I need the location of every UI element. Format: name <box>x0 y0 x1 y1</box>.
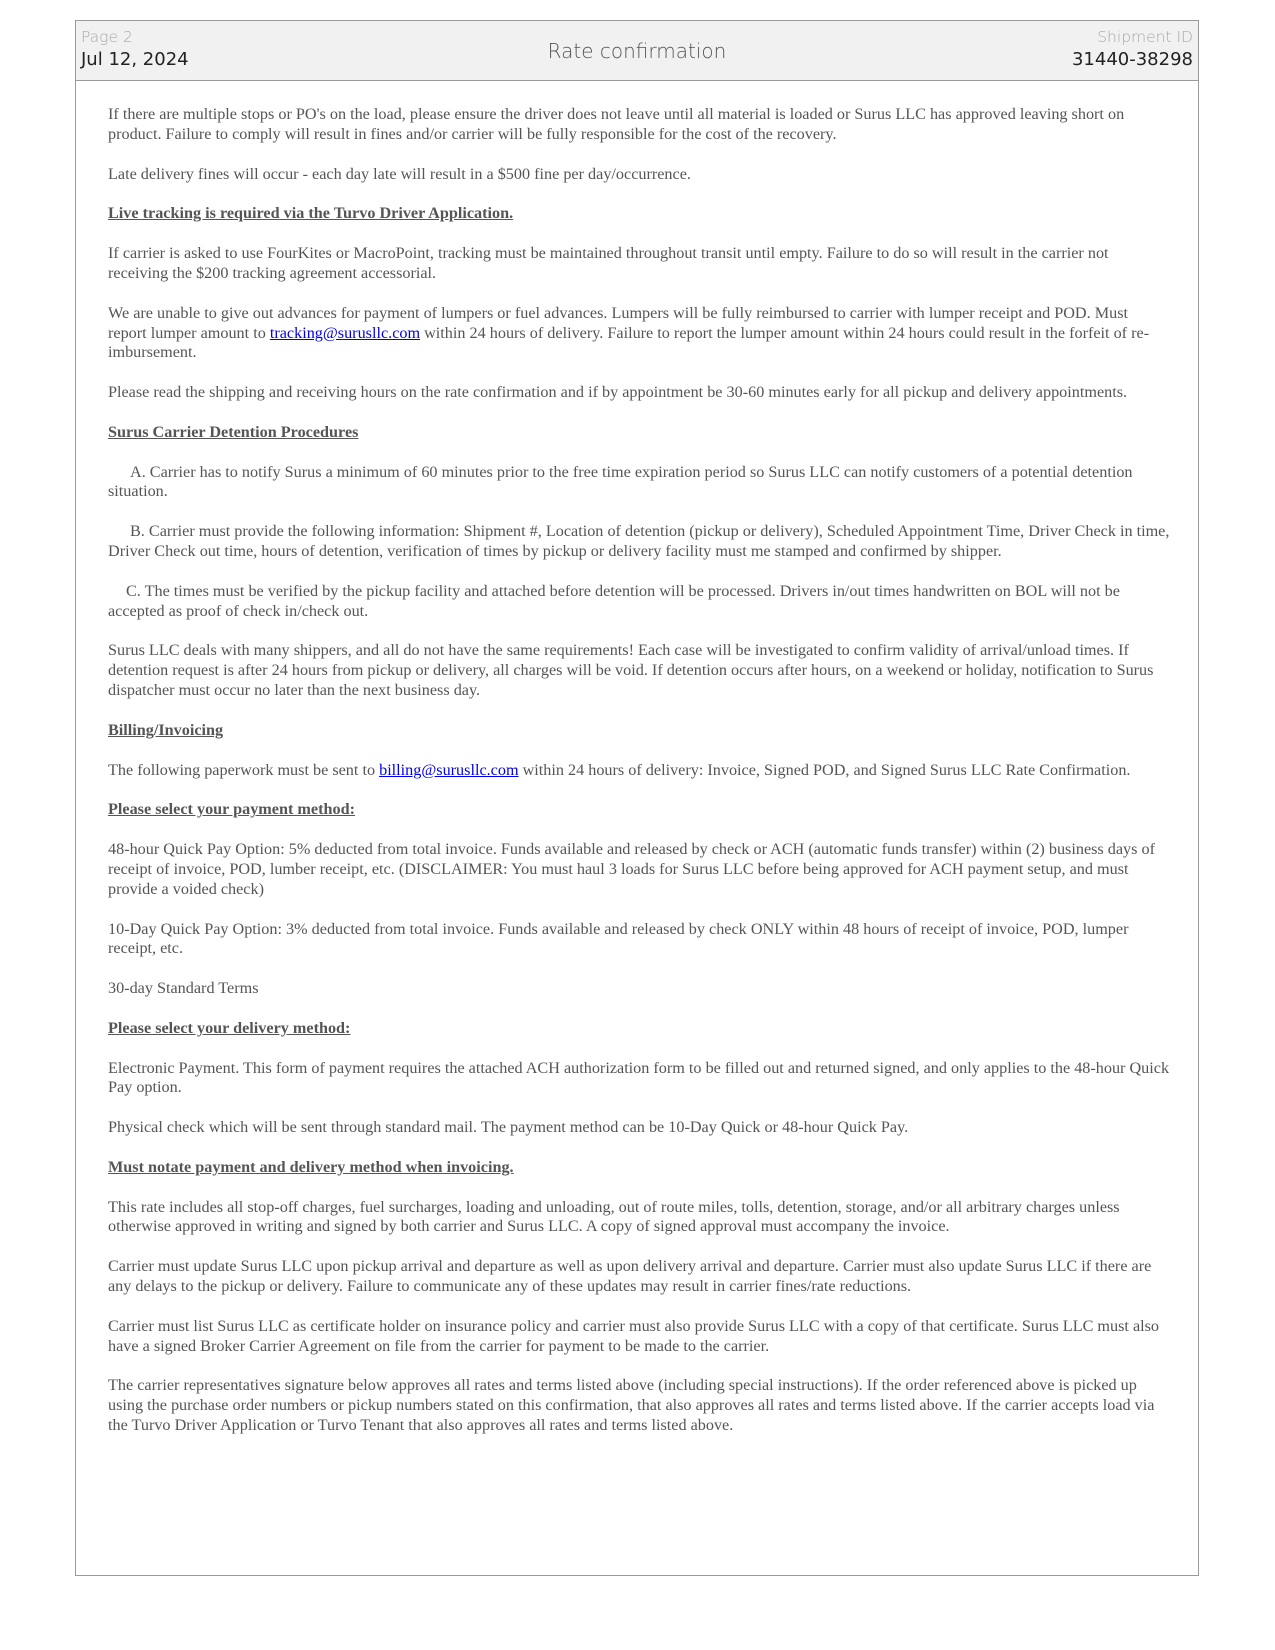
paragraph-carrier-updates: Carrier must update Surus LLC upon pickup arrival and departure as well as upon delivery arrival and departure. Carrier must also update Surus LLC if there are any delays to the pickup or delivery. Failure to communicate any of these updates may result in carrier fines/rate reductions. <box>108 1257 1152 1296</box>
paragraph-multiple-stops: If there are multiple stops or PO's on the load, please ensure the driver does not leave until all material is loaded or Surus LLC has approved leaving short on product. Failure to comply will result in fines and/or carrier will be fully responsible for the cost of the recovery. <box>108 105 1125 143</box>
detention-item-b: B. Carrier must provide the following information: Shipment #, Location of detention (pickup or delivery), Scheduled Appointment Time, Driver Check in time, Driver Check out time, hours of detention, verification of times by pickup or delivery facility must me stamped and confirmed by shipper. <box>108 522 1170 561</box>
paperwork-text-b: within 24 hours of delivery: Invoice, Signed POD, and Signed Surus LLC Rate Confirmation. <box>518 760 1131 779</box>
paragraph-tracking: If carrier is asked to use FourKites or MacroPoint, tracking must be maintained throughout transit until empty. Failure to do so will result in the carrier not receiving the $200 tracking agreement accessorial. <box>108 244 1109 282</box>
shipment-id-label: Shipment ID <box>1097 28 1193 46</box>
paragraph-10-day-quick-pay: 10-Day Quick Pay Option: 3% deducted from total invoice. Funds available and released by check ONLY within 48 hours of receipt of invoice, POD, lumper receipt, etc. <box>108 919 1129 958</box>
paragraph-shippers: Surus LLC deals with many shippers, and all do not have the same requirements! Each case will be investigated to confirm validity of arrival/unload times. If detention request is after 24 hours from pickup or delivery, all charges will be void. If detention occurs after hours, on a weekend or holiday, notification to Surus dispatcher must occur no later than the next business day. <box>108 641 1154 700</box>
paragraph-lumpers <box>108 304 1170 364</box>
heading-payment-method: Please select your payment method: <box>108 800 355 819</box>
paragraph-appointments: Please read the shipping and receiving hours on the rate confirmation and if by appointment be 30-60 minutes early for all pickup and delivery appointments. <box>108 383 1128 402</box>
paragraph-30-day-terms: 30-day Standard Terms <box>108 979 259 998</box>
shipment-id: 31440-38298 <box>1071 49 1193 70</box>
billing-email-link[interactable]: billing@surusllc.com <box>379 760 519 779</box>
heading-notate: Must notate payment and delivery method when invoicing. <box>108 1157 514 1176</box>
heading-billing: Billing/Invoicing <box>108 720 224 739</box>
header-right <box>1072 27 1193 73</box>
detention-item-a: A. Carrier has to notify Surus a minimum of 60 minutes prior to the free time expiration period so Surus LLC can notify customers of a potential detention situation. <box>108 462 1133 501</box>
tracking-email-link[interactable]: tracking@surusllc.com <box>269 323 421 342</box>
paperwork-text-a: The following paperwork must be sent to <box>108 760 380 779</box>
heading-delivery-method: Please select your delivery method: <box>108 1018 351 1037</box>
document-body <box>108 105 1170 1456</box>
document-date: Jul 12, 2024 <box>81 49 189 70</box>
page-title: Rate confirmation <box>547 39 727 63</box>
heading-live-tracking: Live tracking is required via the Turvo Driver Application. <box>108 204 514 223</box>
page-header <box>76 21 1198 81</box>
lumpers-text-b: within 24 hours of delivery. Failure to report the lumper amount within 24 hours could result in the forfeit of re-imbursement. <box>108 323 1150 362</box>
paragraph-signature-approval: The carrier representatives signature below approves all rates and terms listed above (including special instructions). If the order referenced above is picked up using the purchase order numbers or pickup numbers stated on this confirmation, that also approves all rates and terms listed above. If the carrier accepts load via the Turvo Driver Application or Turvo Tenant that also approves all rates and terms listed above. <box>108 1376 1155 1435</box>
document-page <box>75 20 1199 1576</box>
heading-detention-procedures: Surus Carrier Detention Procedures <box>108 422 359 441</box>
paragraph-rate-includes: This rate includes all stop-off charges, fuel surcharges, loading and unloading, out of route miles, tolls, detention, storage, and/or all arbitrary charges unless otherwise approved in writing and signed by both carrier and Surus LLC. A copy of signed approval must accompany the invoice. <box>108 1197 1120 1236</box>
paragraph-paperwork <box>108 761 1170 781</box>
paragraph-insurance: Carrier must list Surus LLC as certificate holder on insurance policy and carrier must also provide Surus LLC with a copy of that certificate. Surus LLC must also have a signed Broker Carrier Agreement on file from the carrier for payment to be made to the carrier. <box>108 1316 1160 1355</box>
detention-item-c: C. The times must be verified by the pickup facility and attached before detention will be processed. Drivers in/out times handwritten on BOL will not be accepted as proof of check in/check out. <box>108 581 1120 620</box>
lumpers-text-a: We are unable to give out advances for payment of lumpers or fuel advances. Lumpers will be fully reimbursed to carrier with lumper receipt and POD. Must report lumper amount to <box>108 303 1128 342</box>
paragraph-electronic-payment: Electronic Payment. This form of payment requires the attached ACH authorization form to be filled out and returned signed, and only applies to the 48-hour Quick Pay option. <box>108 1058 1170 1097</box>
page-number: Page 2 <box>81 28 133 46</box>
paragraph-late-delivery: Late delivery fines will occur - each day late will result in a $500 fine per day/occurrence. <box>108 164 691 183</box>
paragraph-physical-check: Physical check which will be sent through standard mail. The payment method can be 10-Day Quick or 48-hour Quick Pay. <box>108 1118 909 1137</box>
paragraph-48-hour-quick-pay: 48-hour Quick Pay Option: 5% deducted from total invoice. Funds available and released by check or ACH (automatic funds transfer) within (2) business days of receipt of invoice, POD, lumber receipt, etc. (DISCLAIMER: You must haul 3 loads for Surus LLC before being approved for ACH payment setup, and must provide a voided check) <box>108 840 1155 898</box>
